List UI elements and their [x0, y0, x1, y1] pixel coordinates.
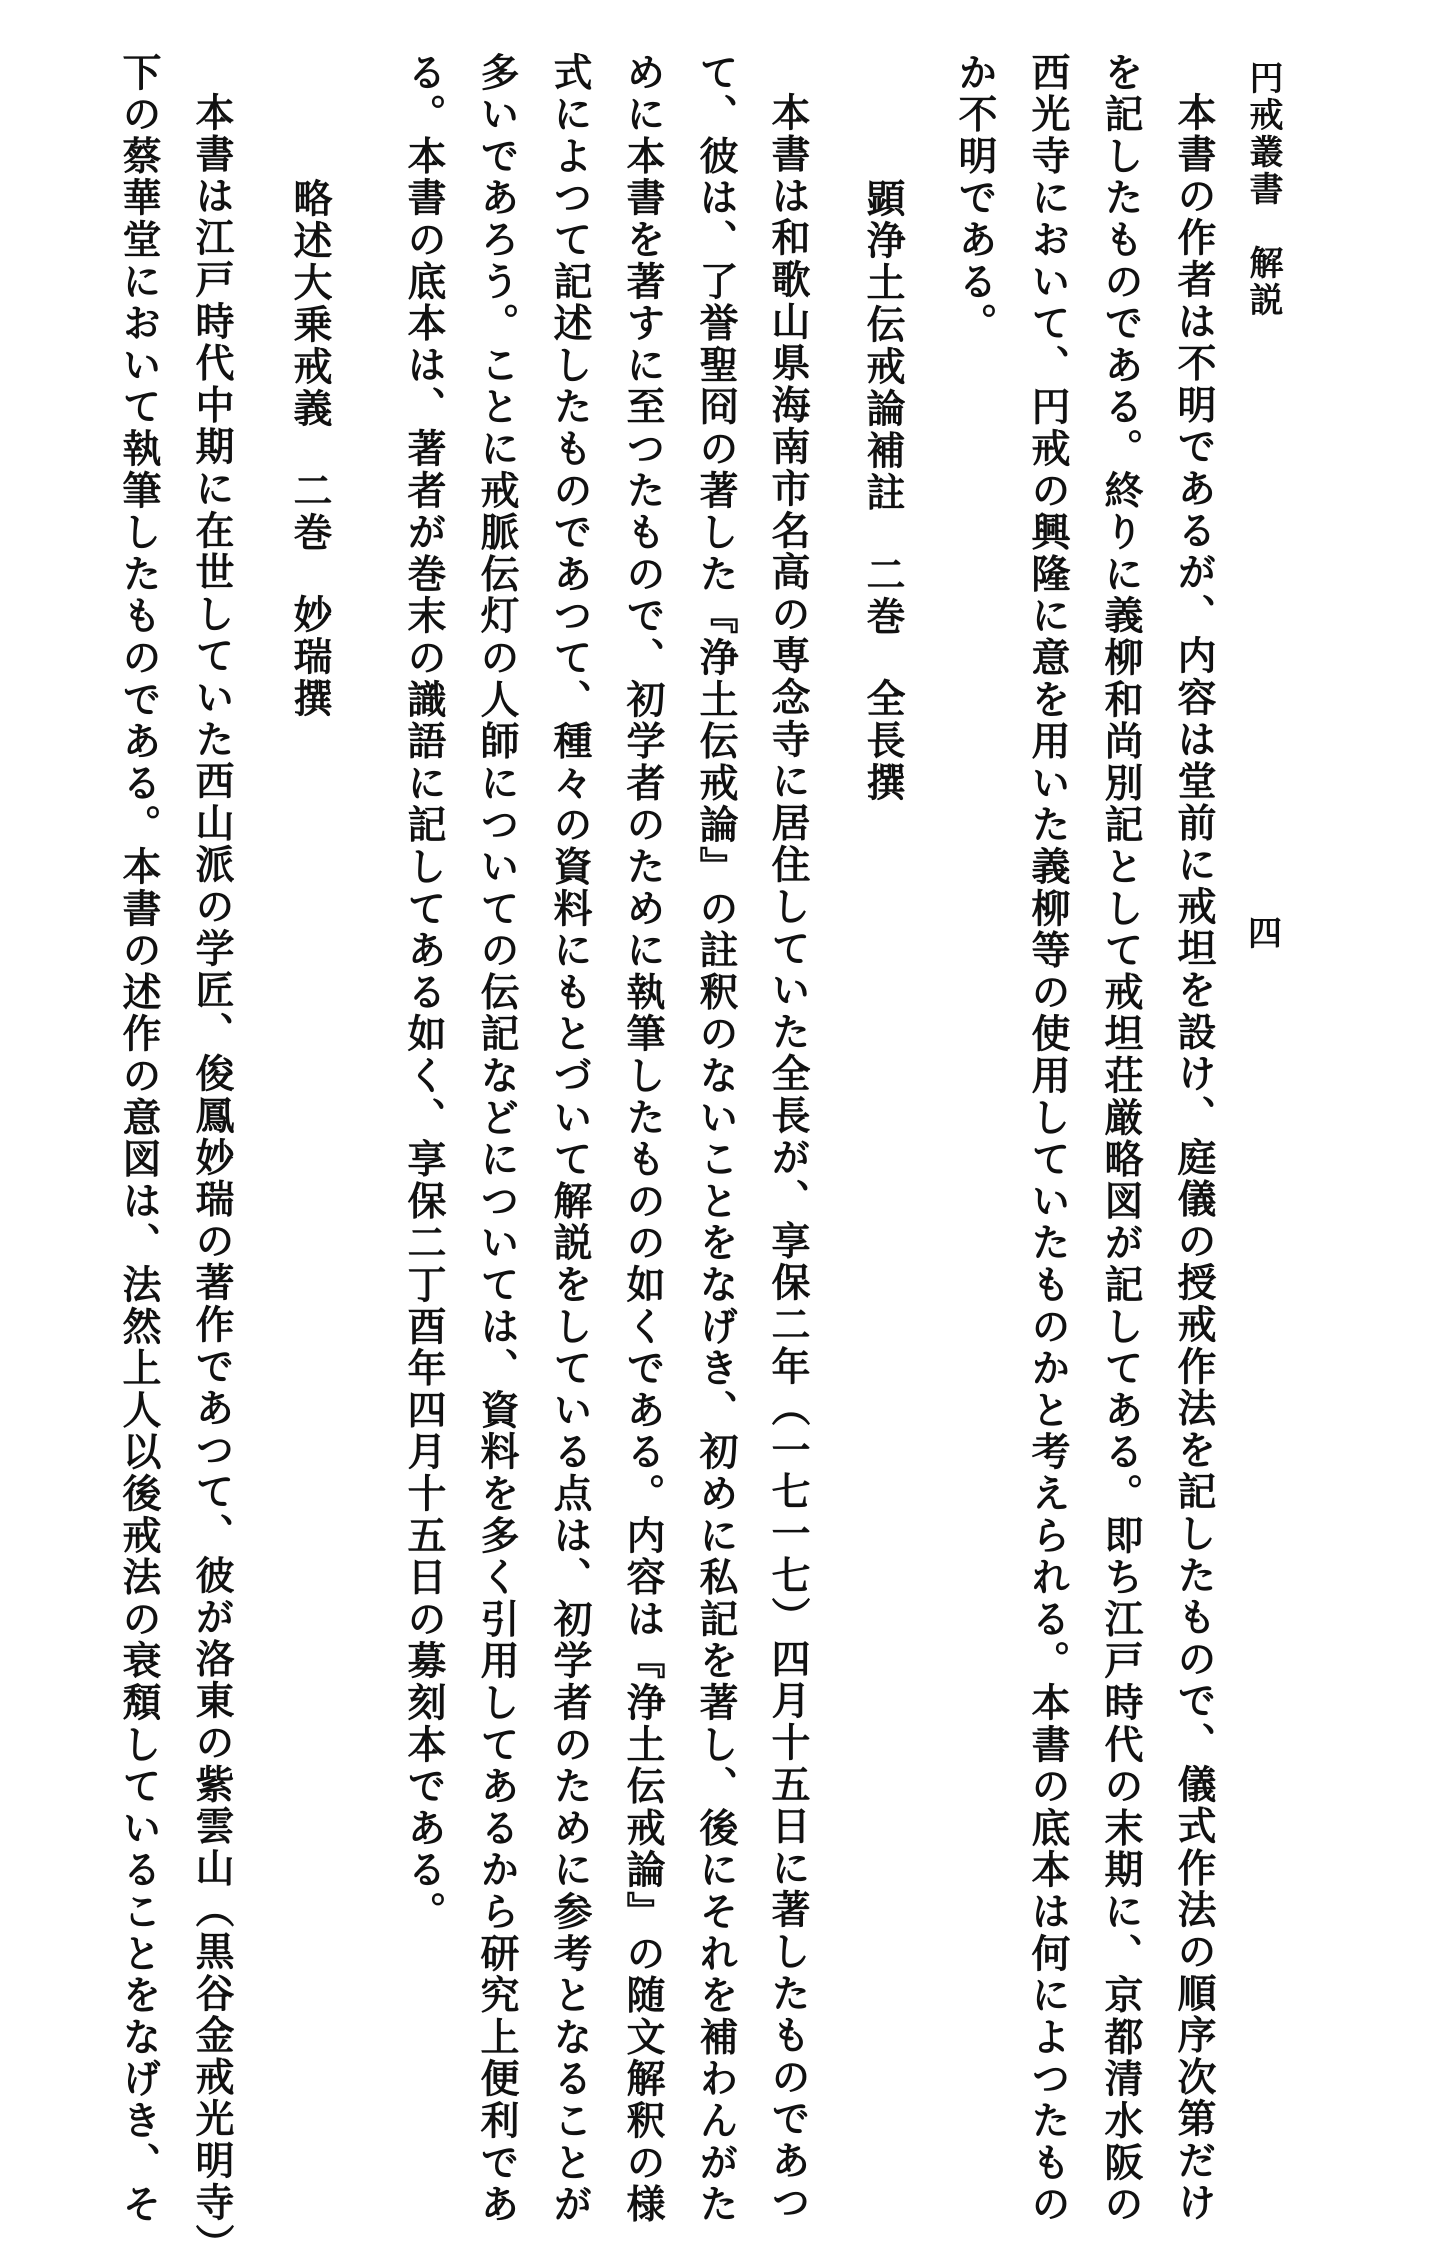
section-title: 略述大乗戒義 — [287, 178, 333, 430]
body-line: か不明である。 — [952, 52, 998, 345]
section-author: 妙瑞撰 — [287, 594, 333, 720]
body-line: 本書は和歌山県海南市名高の専念寺に居住していた全長が、享保二年（一七一七）四月十五日に著したものであつ — [765, 92, 811, 2224]
body-line: を記したものである。終りに義柳和尚別記として戒坦荘厳略図が記してある。即ち江戸時代の末期に、京都清水阪の — [1098, 52, 1144, 2226]
body-line: 西光寺において、円戒の興隆に意を用いた義柳等の使用していたものかと考えられる。本書の底本は何によつたもの — [1025, 52, 1071, 2226]
section-volumes: 二巻 — [287, 470, 333, 554]
section-title: 顕浄土伝戒論補註 — [860, 178, 906, 514]
page-number: 四 — [1248, 914, 1282, 954]
section-volumes: 二巻 — [860, 554, 906, 638]
body-line: 下の蔡華堂において執筆したものである。本書の述作の意図は、法然上人以後戒法の衰頽していることをなげき、そ — [116, 52, 162, 2226]
body-line: めに本書を著すに至つたもので、初学者のために執筆したものの如くである。内容は『浄土伝戒論』の随文解釈の様 — [620, 52, 666, 2226]
section-heading — [287, 178, 333, 720]
body-line: て、彼は、了誉聖冏の著した『浄土伝戒論』の註釈のないことをなげき、初めに私記を著し、後にそれを補わんがた — [693, 52, 739, 2226]
running-title: 円戒叢書 解説 — [1243, 60, 1283, 319]
body-line: 本書は江戸時代中期に在世していた西山派の学匠、俊鳳妙瑞の著作であつて、彼が洛東の紫雲山（黒谷金戒光明寺） — [189, 92, 235, 2266]
body-line: 多いであろう。ことに戒脈伝灯の人師についての伝記などについては、資料を多く引用してあるから研究上便利であ — [474, 52, 520, 2226]
section-author: 全長撰 — [860, 678, 906, 804]
body-line: 本書の作者は不明であるが、内容は堂前に戒坦を設け、庭儀の授戒作法を記したもので、儀式作法の順序次第だけ — [1171, 92, 1217, 2224]
section-heading — [860, 178, 906, 804]
body-line: る。本書の底本は、著者が巻末の識語に記してある如く、享保二丁酉年四月十五日の募刻本である。 — [401, 52, 447, 1933]
body-line: 式によつて記述したものであつて、種々の資料にもとづいて解説をしている点は、初学者のために参考となることが — [547, 52, 593, 2226]
